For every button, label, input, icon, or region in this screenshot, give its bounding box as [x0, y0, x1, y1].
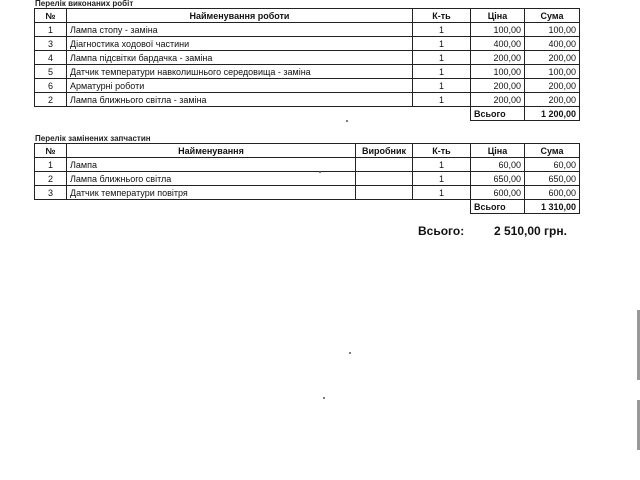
- row-no: 4: [35, 51, 67, 65]
- row-price: 200,00: [471, 93, 525, 107]
- parts-col-price: Ціна: [471, 144, 525, 158]
- row-qty: 1: [413, 23, 471, 37]
- row-qty: 1: [413, 158, 471, 172]
- parts-section-title: Перелік замінених запчастин: [35, 134, 151, 143]
- parts-col-sum: Сума: [525, 144, 580, 158]
- works-header-row: [35, 9, 580, 23]
- row-price: 600,00: [471, 186, 525, 200]
- table-row: [35, 79, 580, 93]
- works-col-name: Найменування роботи: [67, 9, 413, 23]
- parts-col-qty: К-ть: [413, 144, 471, 158]
- grand-total-label: Всього:: [418, 224, 465, 238]
- row-no: 2: [35, 93, 67, 107]
- parts-col-name: Найменування: [67, 144, 356, 158]
- row-no: 3: [35, 37, 67, 51]
- parts-col-no: №: [35, 144, 67, 158]
- row-name: Лампа ближнього світла: [67, 172, 356, 186]
- works-total-label: Всього: [471, 107, 525, 121]
- parts-total-row: [35, 200, 580, 214]
- row-price: 650,00: [471, 172, 525, 186]
- row-sum: 650,00: [525, 172, 580, 186]
- row-no: 3: [35, 186, 67, 200]
- row-sum: 200,00: [525, 79, 580, 93]
- row-price: 200,00: [471, 79, 525, 93]
- row-qty: 1: [413, 37, 471, 51]
- scan-speck: [349, 352, 351, 354]
- grand-total-value: 2 510,00 грн.: [494, 224, 567, 238]
- table-row: [35, 37, 580, 51]
- row-maker: [356, 172, 413, 186]
- parts-total-value: 1 310,00: [525, 200, 580, 214]
- works-section-title: Перелік виконаних робіт: [35, 0, 134, 8]
- row-sum: 200,00: [525, 93, 580, 107]
- works-total-value: 1 200,00: [525, 107, 580, 121]
- parts-table: [34, 143, 580, 214]
- row-sum: 600,00: [525, 186, 580, 200]
- works-total-row: [35, 107, 580, 121]
- row-name: Датчик температури навколишнього середовища - заміна: [67, 65, 413, 79]
- parts-col-maker: Виробник: [356, 144, 413, 158]
- row-sum: 200,00: [525, 51, 580, 65]
- table-row: [35, 158, 580, 172]
- row-no: 5: [35, 65, 67, 79]
- row-no: 2: [35, 172, 67, 186]
- works-col-qty: К-ть: [413, 9, 471, 23]
- scan-speck: [346, 120, 348, 122]
- row-sum: 60,00: [525, 158, 580, 172]
- works-col-sum: Сума: [525, 9, 580, 23]
- row-qty: 1: [413, 186, 471, 200]
- row-price: 100,00: [471, 23, 525, 37]
- row-qty: 1: [413, 172, 471, 186]
- table-row: [35, 51, 580, 65]
- row-no: 6: [35, 79, 67, 93]
- row-name: Лампа підсвітки бардачка - заміна: [67, 51, 413, 65]
- row-price: 60,00: [471, 158, 525, 172]
- row-maker: [356, 186, 413, 200]
- row-name: Арматурні роботи: [67, 79, 413, 93]
- row-sum: 100,00: [525, 23, 580, 37]
- row-name: Діагностика ходової частини: [67, 37, 413, 51]
- row-price: 400,00: [471, 37, 525, 51]
- parts-header-row: [35, 144, 580, 158]
- row-maker: [356, 158, 413, 172]
- works-table: [34, 8, 580, 121]
- row-qty: 1: [413, 51, 471, 65]
- row-price: 100,00: [471, 65, 525, 79]
- row-sum: 100,00: [525, 65, 580, 79]
- row-name: Датчик температури повітря: [67, 186, 356, 200]
- works-col-no: №: [35, 9, 67, 23]
- row-qty: 1: [413, 65, 471, 79]
- table-row: [35, 65, 580, 79]
- row-price: 200,00: [471, 51, 525, 65]
- row-qty: 1: [413, 93, 471, 107]
- row-no: 1: [35, 23, 67, 37]
- row-name: Лампа стопу - заміна: [67, 23, 413, 37]
- row-name: Лампа: [67, 158, 356, 172]
- scan-speck: [319, 171, 321, 173]
- parts-total-label: Всього: [471, 200, 525, 214]
- row-name: Лампа ближнього світла - заміна: [67, 93, 413, 107]
- row-qty: 1: [413, 79, 471, 93]
- row-no: 1: [35, 158, 67, 172]
- row-sum: 400,00: [525, 37, 580, 51]
- table-row: [35, 172, 580, 186]
- table-row: [35, 93, 580, 107]
- table-row: [35, 23, 580, 37]
- works-col-price: Ціна: [471, 9, 525, 23]
- scan-speck: [323, 397, 325, 399]
- table-row: [35, 186, 580, 200]
